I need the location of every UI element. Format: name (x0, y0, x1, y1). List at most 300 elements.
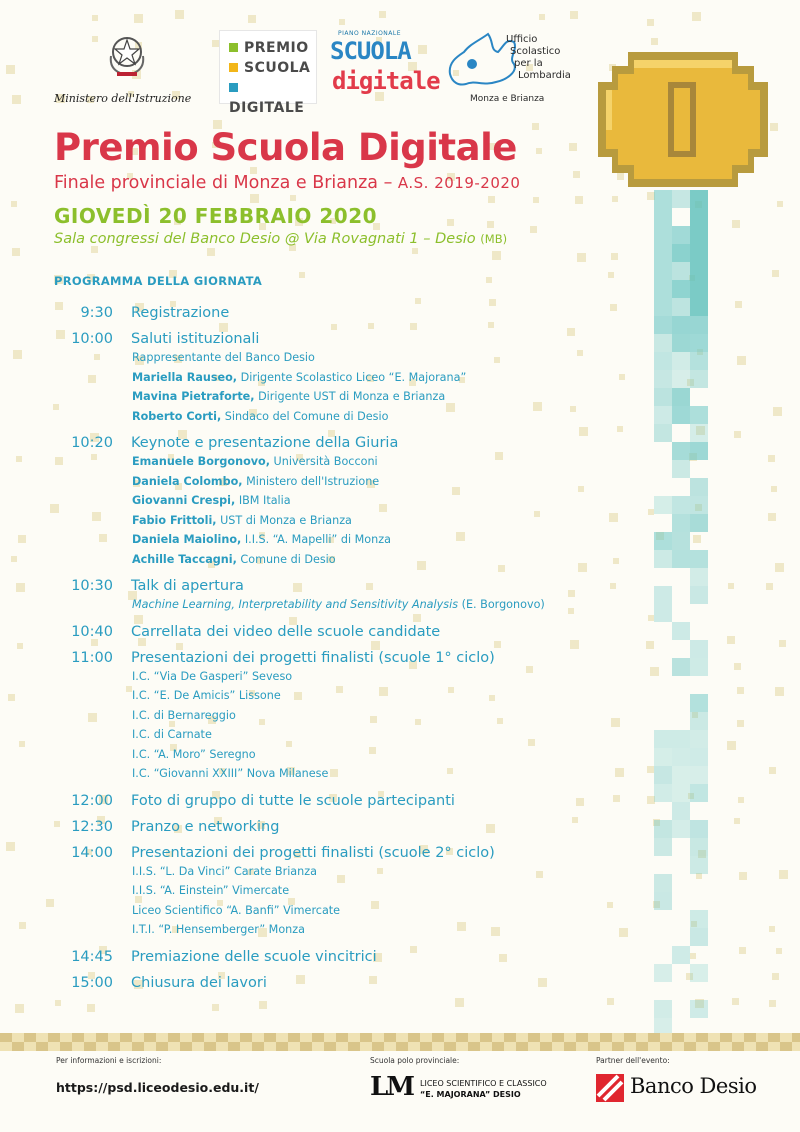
background-square (486, 277, 492, 283)
ribbon-square (0, 1033, 12, 1042)
person-name: Fabio Frittoli, (132, 513, 217, 527)
program-subitem (132, 387, 800, 407)
trail-square (690, 280, 708, 298)
footer (0, 1052, 800, 1132)
banco-desio-logo-icon (596, 1074, 624, 1102)
program-item (0, 970, 800, 996)
event-subtitle: Finale provinciale di Monza e Brianza – A.S. 2019-2020 (54, 173, 521, 193)
background-square (15, 1004, 24, 1013)
piano-nazionale-scuola-digitale-logo (330, 30, 440, 102)
ribbon-square (672, 1033, 684, 1042)
trail-square (672, 280, 690, 298)
usr-label (506, 34, 571, 82)
trail-square (690, 208, 708, 226)
person-role: Ministero dell'Istruzione (242, 474, 380, 488)
trail-square (690, 226, 708, 244)
person-role: (E. Borgonovo) (458, 598, 545, 611)
psd-scuola-label: SCUOLA (330, 37, 411, 65)
ribbon-square (228, 1033, 240, 1042)
program-subitem (132, 511, 800, 531)
ribbon-square (60, 1042, 72, 1051)
program-time: 9:30 (80, 305, 113, 321)
background-square (772, 270, 779, 277)
trail-square (654, 226, 672, 244)
person-role: I.C. “A. Moro” Seregno (132, 747, 256, 761)
background-square (11, 201, 17, 207)
partner-label: Partner dell'evento: (596, 1056, 670, 1065)
background-square (12, 248, 20, 256)
premio-line-1: PREMIO (229, 38, 316, 58)
background-square (577, 253, 586, 262)
ribbon-square (432, 1042, 444, 1051)
person-role: IBM Italia (235, 494, 291, 507)
ribbon-square (288, 1033, 300, 1042)
ribbon-square (252, 1042, 264, 1051)
program-subitem (132, 530, 800, 550)
ribbon-square (624, 1042, 636, 1051)
ribbon-square (552, 1042, 564, 1051)
ribbon-square (732, 1033, 744, 1042)
ribbon-square (264, 1033, 276, 1042)
person-role: I.T.I. “P. Hensemberger” Monza (132, 923, 305, 936)
ribbon-square (312, 1033, 324, 1042)
ribbon-square (528, 1033, 540, 1042)
premio-line-3: DIGITALE (229, 78, 316, 118)
partner-name: Banco Desio (630, 1074, 757, 1098)
ribbon-square (792, 1033, 800, 1042)
ribbon-square (228, 1042, 240, 1051)
program-title: Registrazione (131, 305, 230, 321)
program-title: Pranzo e networking (131, 818, 280, 835)
program-subitem (132, 745, 800, 765)
ribbon-square (48, 1033, 60, 1042)
ribbon-square (696, 1042, 708, 1051)
person-role: I.C. di Bernareggio (132, 708, 236, 722)
person-role: Dirigente Scolastico Liceo “E. Majorana” (237, 370, 467, 384)
info-label: Per informazioni e iscrizioni: (56, 1056, 162, 1065)
ribbon-square (672, 1042, 684, 1051)
person-role: I.I.S. “L. Da Vinci” Carate Brianza (132, 864, 317, 878)
ribbon-square (624, 1033, 636, 1042)
usr-line: Lombardia (518, 70, 571, 81)
person-role: I.C. di Carnate (132, 728, 212, 741)
program-title: Carrellata dei video delle scuole candidate (131, 623, 441, 640)
background-square (770, 123, 778, 131)
program-item (0, 573, 800, 615)
program-heading: PROGRAMMA DELLA GIORNATA (54, 274, 263, 288)
ribbon-square (492, 1042, 504, 1051)
ribbon-square (288, 1042, 300, 1051)
program-time: 10:00 (71, 331, 113, 347)
program-subitems (132, 667, 800, 784)
ribbon-square (120, 1033, 132, 1042)
program-title: Keynote e presentazione della Giuria (131, 435, 399, 451)
background-square (87, 1004, 95, 1012)
ribbon-square (516, 1042, 528, 1051)
person-name: Daniela Maiolino, (132, 533, 242, 546)
ribbon-square (96, 1033, 108, 1042)
ribbon-square (168, 1042, 180, 1051)
program-subitem (132, 368, 800, 388)
ribbon-square (468, 1042, 480, 1051)
school-name-line-1: LICEO SCIENTIFICO E CLASSICO (420, 1079, 547, 1088)
ribbon-square (216, 1042, 228, 1051)
liceo-majorana-logo: LM (370, 1072, 414, 1102)
ribbon-square (588, 1033, 600, 1042)
ribbon-square (84, 1042, 96, 1051)
program-subitem (132, 725, 800, 745)
ribbon-square (36, 1033, 48, 1042)
ribbon-square (36, 1042, 48, 1051)
ribbon-square (732, 1042, 744, 1051)
ribbon-square (192, 1033, 204, 1042)
talk-title: Machine Learning, Interpretability and Sensitivity Analysis (132, 598, 459, 611)
yellow-square-icon (229, 63, 238, 72)
usr-line: Ufficio (506, 34, 538, 45)
program-title: Presentazioni dei progetti finalisti (scuole 1° ciclo) (131, 649, 495, 666)
ribbon-square (636, 1042, 648, 1051)
background-square (732, 998, 739, 1005)
ribbon-square (12, 1033, 24, 1042)
psd-small-label: PIANO NAZIONALE (338, 30, 402, 37)
ribbon-square (72, 1033, 84, 1042)
ribbon-square (576, 1033, 588, 1042)
program-time: 10:40 (71, 623, 113, 640)
ribbon-square (348, 1042, 360, 1051)
event-header (54, 125, 634, 249)
program-subitem (132, 407, 800, 427)
background-square (259, 1001, 267, 1009)
ribbon-square (240, 1033, 252, 1042)
program-subitem (132, 491, 800, 511)
trail-square (654, 208, 672, 226)
program-time: 11:00 (71, 649, 113, 666)
ribbon-square (156, 1042, 168, 1051)
ribbon-square (60, 1033, 72, 1042)
ribbon-square (372, 1042, 384, 1051)
person-role: Liceo Scientifico “A. Banfi” Vimercate (132, 903, 341, 917)
ribbon-square (720, 1042, 732, 1051)
person-role: Università Bocconi (270, 455, 378, 468)
ribbon-square (420, 1033, 432, 1042)
ribbon-square (144, 1033, 156, 1042)
ribbon-square (756, 1033, 768, 1042)
ribbon-square (480, 1042, 492, 1051)
person-role: Rappresentante del Banco Desio (132, 351, 315, 364)
ribbon-square (768, 1033, 780, 1042)
program-subitem (132, 764, 800, 784)
trail-square (654, 280, 672, 298)
person-name: Giovanni Crespi, (132, 494, 236, 507)
event-date: GIOVEDÌ 20 FEBBRAIO 2020 (54, 204, 378, 228)
ribbon-square (768, 1042, 780, 1051)
ribbon-square (456, 1042, 468, 1051)
background-square (455, 998, 464, 1007)
person-role: UST di Monza e Brianza (216, 513, 352, 527)
background-square (207, 248, 215, 256)
italian-emblem-icon (105, 30, 149, 80)
program-item (0, 944, 800, 970)
background-square (212, 1004, 219, 1011)
person-name: Mavina Pietraforte, (132, 390, 255, 403)
ribbon-square (708, 1033, 720, 1042)
ribbon-square (660, 1033, 672, 1042)
ribbon-square (336, 1033, 348, 1042)
ribbon-square (540, 1042, 552, 1051)
person-role: I.C. “E. De Amicis” Lissone (132, 689, 281, 702)
program-time: 12:30 (71, 818, 113, 835)
background-square (55, 1000, 61, 1006)
ribbon-square (156, 1033, 168, 1042)
background-square (299, 272, 305, 278)
ribbon-square (444, 1042, 456, 1051)
ribbon-square (0, 1042, 12, 1051)
background-square (608, 272, 614, 278)
program-subitem (132, 901, 800, 921)
ribbon-square (480, 1033, 492, 1042)
ribbon-square (396, 1033, 408, 1042)
program-title: Foto di gruppo di tutte le scuole partecipanti (131, 792, 455, 809)
ribbon-square (192, 1042, 204, 1051)
ribbon-square (780, 1042, 792, 1051)
person-name: Emanuele Borgonovo, (132, 455, 270, 468)
ribbon-square (408, 1033, 420, 1042)
ribbon-square (132, 1033, 144, 1042)
program-item (0, 840, 800, 940)
program-item (0, 788, 800, 814)
trail-square (654, 190, 672, 208)
program-subitem (132, 550, 800, 570)
program-time: 10:20 (71, 435, 113, 451)
premio-scuola-digitale-logo (219, 30, 317, 116)
program-subitem (132, 881, 800, 901)
ribbon-square (372, 1033, 384, 1042)
ribbon-square (120, 1042, 132, 1051)
background-square (777, 201, 783, 207)
ribbon-square (180, 1033, 192, 1042)
ribbon-square (312, 1042, 324, 1051)
program-subitem (132, 452, 800, 472)
person-role: I.C. “Giovanni XXIII” Nova Milanese (132, 767, 329, 780)
trail-square (672, 262, 690, 280)
ribbon-square (600, 1033, 612, 1042)
ribbon-square (348, 1033, 360, 1042)
ribbon-square (756, 1042, 768, 1051)
ribbon-square (264, 1042, 276, 1051)
program-subitem (132, 920, 800, 940)
person-role: I.C. “Via De Gasperi” Seveso (132, 669, 293, 683)
ribbon-square (648, 1042, 660, 1051)
person-name: Achille Taccagni, (132, 552, 237, 566)
ribbon-square (24, 1033, 36, 1042)
person-name: Daniela Colombo, (132, 474, 243, 488)
program-subitem (132, 706, 800, 726)
program-title: Chiusura dei lavori (131, 974, 267, 991)
premio-line-2: SCUOLA (229, 58, 316, 78)
ribbon-square (504, 1033, 516, 1042)
program-title: Talk di apertura (131, 578, 244, 594)
ribbon-square (144, 1042, 156, 1051)
ribbon-square (72, 1042, 84, 1051)
usr-line: per la (514, 58, 543, 69)
person-name: Mariella Rauseo, (132, 370, 238, 384)
program-item (0, 326, 800, 426)
program-title: Presentazioni dei progetti finalisti (scuole 2° ciclo) (131, 844, 495, 861)
ribbon-square (720, 1033, 732, 1042)
ribbon-square (552, 1033, 564, 1042)
ribbon-square (528, 1042, 540, 1051)
ribbon-square (108, 1033, 120, 1042)
ribbon-square (324, 1033, 336, 1042)
ribbon-square (24, 1042, 36, 1051)
program-subitems (132, 595, 800, 615)
ribbon-square (516, 1033, 528, 1042)
ribbon-square (276, 1033, 288, 1042)
ribbon-square (384, 1042, 396, 1051)
program-subitems (132, 862, 800, 940)
program-title: Saluti istituzionali (131, 331, 260, 347)
ribbon-square (588, 1042, 600, 1051)
ribbon-square (360, 1042, 372, 1051)
background-square (607, 998, 614, 1005)
ribbon-square (648, 1033, 660, 1042)
program-time: 15:00 (71, 974, 113, 991)
ribbon-square (300, 1042, 312, 1051)
ribbon-square (564, 1042, 576, 1051)
background-square (492, 251, 501, 260)
ribbon-square (276, 1042, 288, 1051)
person-role: Sindaco del Comune di Desio (221, 409, 389, 423)
program-subitem (132, 595, 800, 615)
ribbon-square (108, 1042, 120, 1051)
ribbon-square (456, 1033, 468, 1042)
ribbon-square (492, 1033, 504, 1042)
school-year: A.S. 2019-2020 (397, 174, 521, 192)
ribbon-square (504, 1042, 516, 1051)
program-time: 14:00 (71, 844, 113, 861)
ribbon-square (204, 1033, 216, 1042)
program-item (0, 619, 800, 645)
program-item (0, 430, 800, 569)
trail-square (690, 244, 708, 262)
ribbon-square (180, 1042, 192, 1051)
ribbon-square (792, 1042, 800, 1051)
page-title: Premio Scuola Digitale (54, 126, 517, 169)
ribbon-square (12, 1042, 24, 1051)
ribbon-square (600, 1042, 612, 1051)
program-subitem (132, 686, 800, 706)
school-label: Scuola polo provinciale: (370, 1056, 460, 1065)
trail-square (690, 190, 708, 208)
trail-square (672, 226, 690, 244)
ribbon-square (48, 1042, 60, 1051)
background-square (611, 253, 618, 260)
ribbon-square (540, 1033, 552, 1042)
ribbon-square (252, 1033, 264, 1042)
ribbon-square (444, 1033, 456, 1042)
ribbon-square (384, 1033, 396, 1042)
person-role: Dirigente UST di Monza e Brianza (254, 390, 446, 403)
ribbon-square (696, 1033, 708, 1042)
person-role: Comune di Desio (236, 552, 336, 566)
trail-square (690, 1000, 708, 1018)
ribbon-square (132, 1042, 144, 1051)
program-item (0, 645, 800, 784)
person-role: I.I.S. “A. Mapelli” di Monza (241, 533, 391, 546)
ribbon-square (612, 1042, 624, 1051)
school-name-line-2: “E. MAJORANA” DESIO (420, 1090, 521, 1099)
green-square-icon (229, 43, 238, 52)
event-venue: Sala congressi del Banco Desio @ Via Rovagnati 1 – Desio (MB) (54, 231, 508, 247)
ribbon-square (336, 1042, 348, 1051)
venue-province: (MB) (480, 232, 508, 246)
trail-square (654, 262, 672, 280)
person-name: Roberto Corti, (132, 409, 222, 423)
program-title: Premiazione delle scuole vincitrici (131, 948, 377, 965)
trail-square (690, 262, 708, 280)
ribbon-square (360, 1033, 372, 1042)
ribbon-square (660, 1042, 672, 1051)
ribbon-square (168, 1033, 180, 1042)
school-name (420, 1078, 547, 1100)
ribbon-square (396, 1042, 408, 1051)
ribbon-square (612, 1033, 624, 1042)
person-role: I.I.S. “A. Einstein” Vimercate (132, 884, 290, 897)
blue-square-icon (229, 83, 238, 92)
psd-digitale-label: digitale (332, 67, 440, 95)
ribbon-square (636, 1033, 648, 1042)
program-time: 10:30 (71, 578, 113, 594)
trail-square (672, 190, 690, 208)
ribbon-square (708, 1042, 720, 1051)
ribbon-square (216, 1033, 228, 1042)
ribbon-square (744, 1042, 756, 1051)
program-subitems (132, 348, 800, 426)
ribbon-square (96, 1042, 108, 1051)
ribbon-square (684, 1042, 696, 1051)
program-time: 14:45 (71, 948, 113, 965)
program-list (0, 300, 800, 996)
ribbon-square (576, 1042, 588, 1051)
trail-square (654, 244, 672, 262)
ribbon-square (84, 1033, 96, 1042)
ribbon-square (780, 1033, 792, 1042)
ribbon-square (564, 1033, 576, 1042)
ribbon-square (324, 1042, 336, 1051)
trail-square (654, 1000, 672, 1018)
website-link[interactable]: https://psd.liceodesio.edu.it/ (56, 1080, 259, 1095)
ribbon-square (420, 1042, 432, 1051)
ribbon-square (408, 1042, 420, 1051)
program-subitem (132, 472, 800, 492)
ribbon-square (432, 1033, 444, 1042)
usr-line: Scolastico (510, 46, 561, 57)
ribbon-square (684, 1033, 696, 1042)
ministry-label: Ministero dell'Istruzione (54, 92, 192, 105)
ribbon-square (300, 1033, 312, 1042)
usr-subtitle: Monza e Brianza (470, 94, 545, 104)
ribbon-square (204, 1042, 216, 1051)
ribbon-square (468, 1033, 480, 1042)
background-square (769, 1000, 776, 1007)
background-square (732, 220, 740, 228)
program-subitem (132, 348, 800, 368)
ribbon-square (240, 1042, 252, 1051)
ribbon-square (744, 1033, 756, 1042)
program-item (0, 814, 800, 840)
program-item (0, 300, 800, 326)
program-subitems (132, 452, 800, 569)
